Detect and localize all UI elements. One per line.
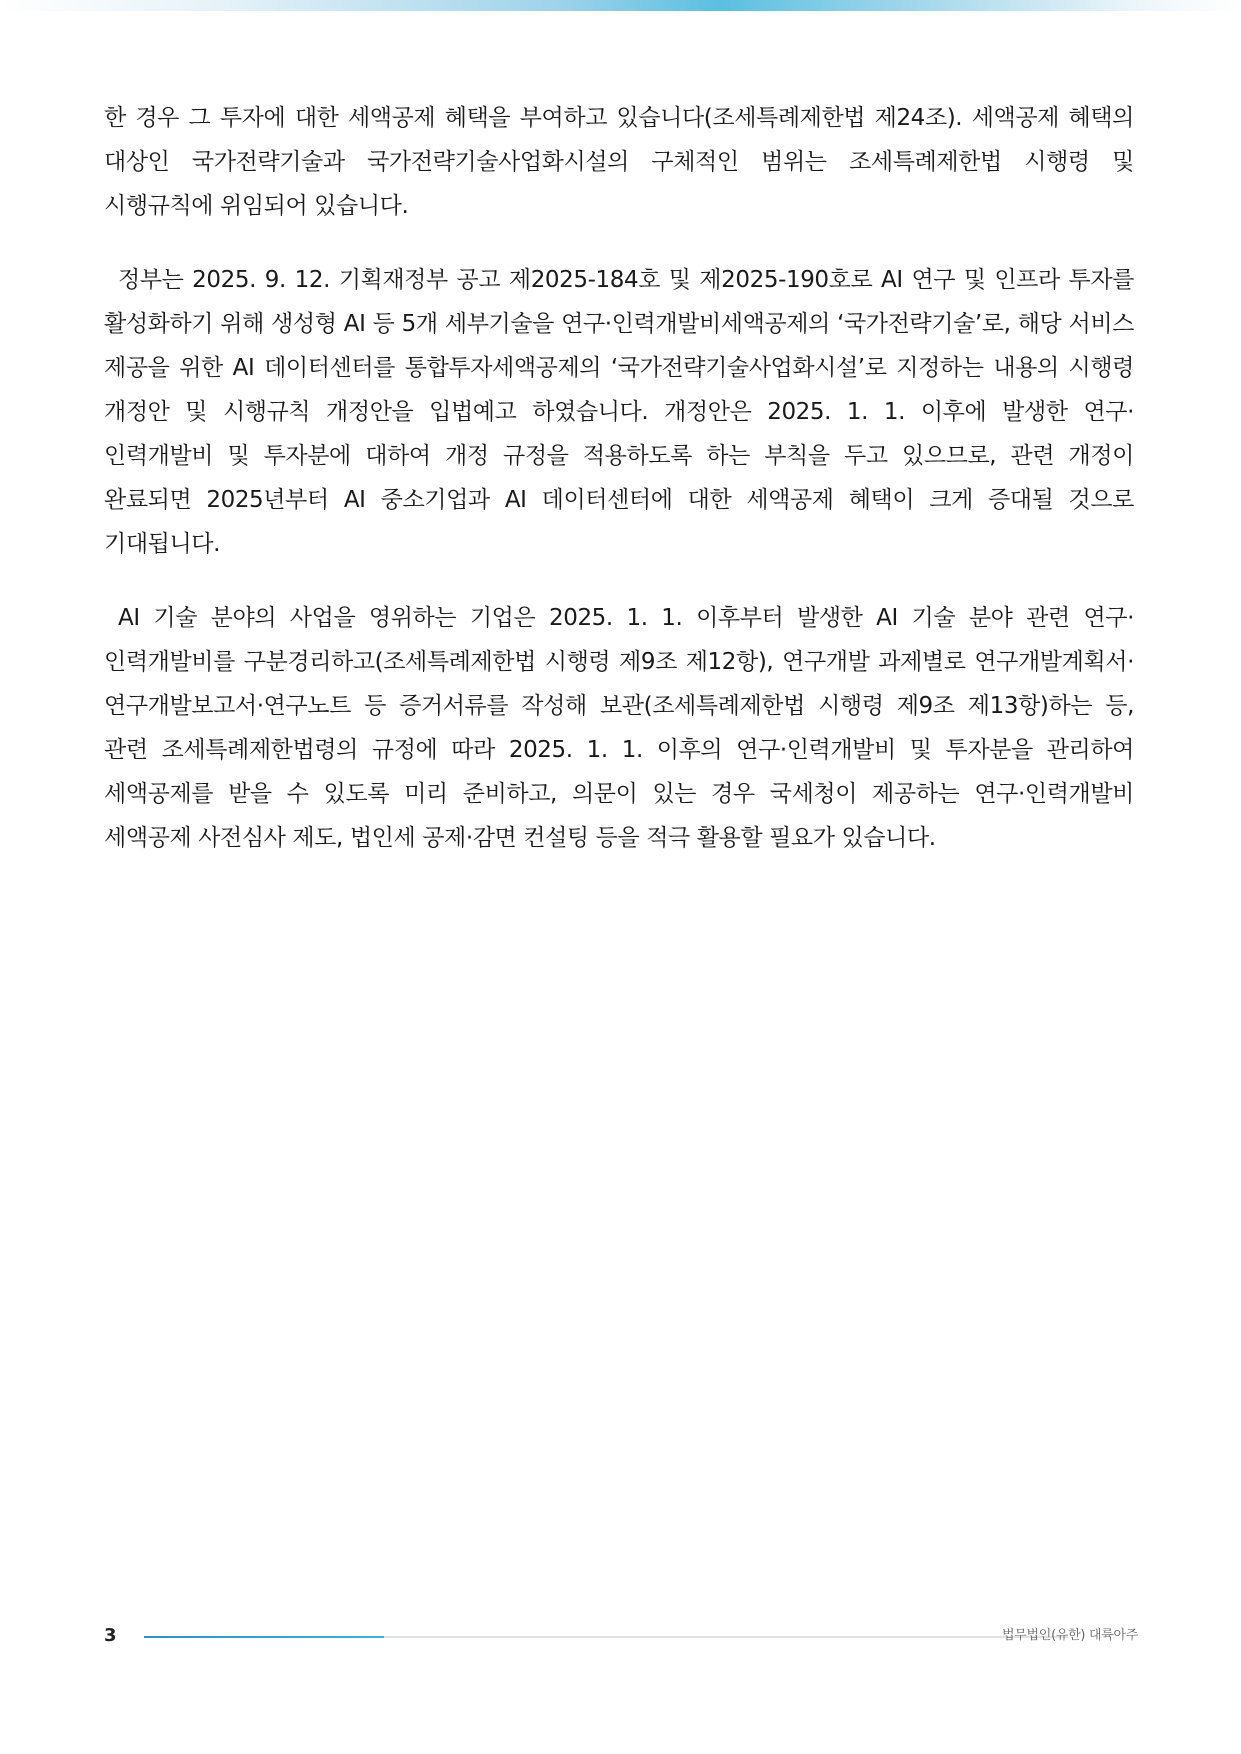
paragraph-1: 한 경우 그 투자에 대한 세액공제 혜택을 부여하고 있습니다(조세특례제한법 제24조). 세액공제 혜택의 대상인 국가전략기술과 국가전략기술사업화시설의 구체적인 범위는 조세특례제한법 시행령 및 시행규칙에 위임되어 있습니다. xyxy=(104,105,1134,219)
page-number: 3 xyxy=(104,1625,117,1646)
top-decorative-band xyxy=(0,0,1241,11)
paragraph-3: AI 기술 분야의 사업을 영위하는 기업은 2025. 1. 1. 이후부터 발생한 AI 기술 분야 관련 연구·인력개발비를 구분경리하고(조세특례제한법 시행령 제9조 제12항), 연구개발 과제별로 연구개발계획서·연구개발보고서·연구노트 등 증거서류를 작성해 보관(조세특례제한법 시행령 제9조 제13항)하는 등, 관련 조세특례제한법령의 규정에 따라 2025. 1. 1. 이후의 연구·인력개발비 및 투자분을 관리하여 세액공제를 받을 수 있도록 미리 준비하고, 의문이 있는 경우 국세청이 제공하는 연구·인력개발비 세액공제 사전심사 제도, 법인세 공제·감면 컨설팅 등을 적극 활용할 필요가 있습니다. xyxy=(104,605,1134,851)
footer-divider xyxy=(144,1636,1068,1638)
page-footer xyxy=(104,1622,1138,1650)
footer-divider-accent xyxy=(144,1636,384,1638)
document-body xyxy=(104,96,1134,890)
paragraph-2: 정부는 2025. 9. 12. 기획재정부 공고 제2025-184호 및 제2025-190호로 AI 연구 및 인프라 투자를 활성화하기 위해 생성형 AI 등 5개 세부기술을 연구·인력개발비세액공제의 ‘국가전략기술’로, 해당 서비스 제공을 위한 AI 데이터센터를 통합투자세액공제의 ‘국가전략기술사업화시설’로 지정하는 내용의 시행령 개정안 및 시행규칙 개정안을 입법예고 하였습니다. 개정안은 2025. 1. 1. 이후에 발생한 연구·인력개발비 및 투자분에 대하여 개정 규정을 적용하도록 하는 부칙을 두고 있으므로, 관련 개정이 완료되면 2025년부터 AI 중소기업과 AI 데이터센터에 대한 세액공제 혜택이 크게 증대될 것으로 기대됩니다. xyxy=(104,267,1134,557)
firm-name: 법무법인(유한) 대륙아주 xyxy=(1002,1628,1138,1643)
